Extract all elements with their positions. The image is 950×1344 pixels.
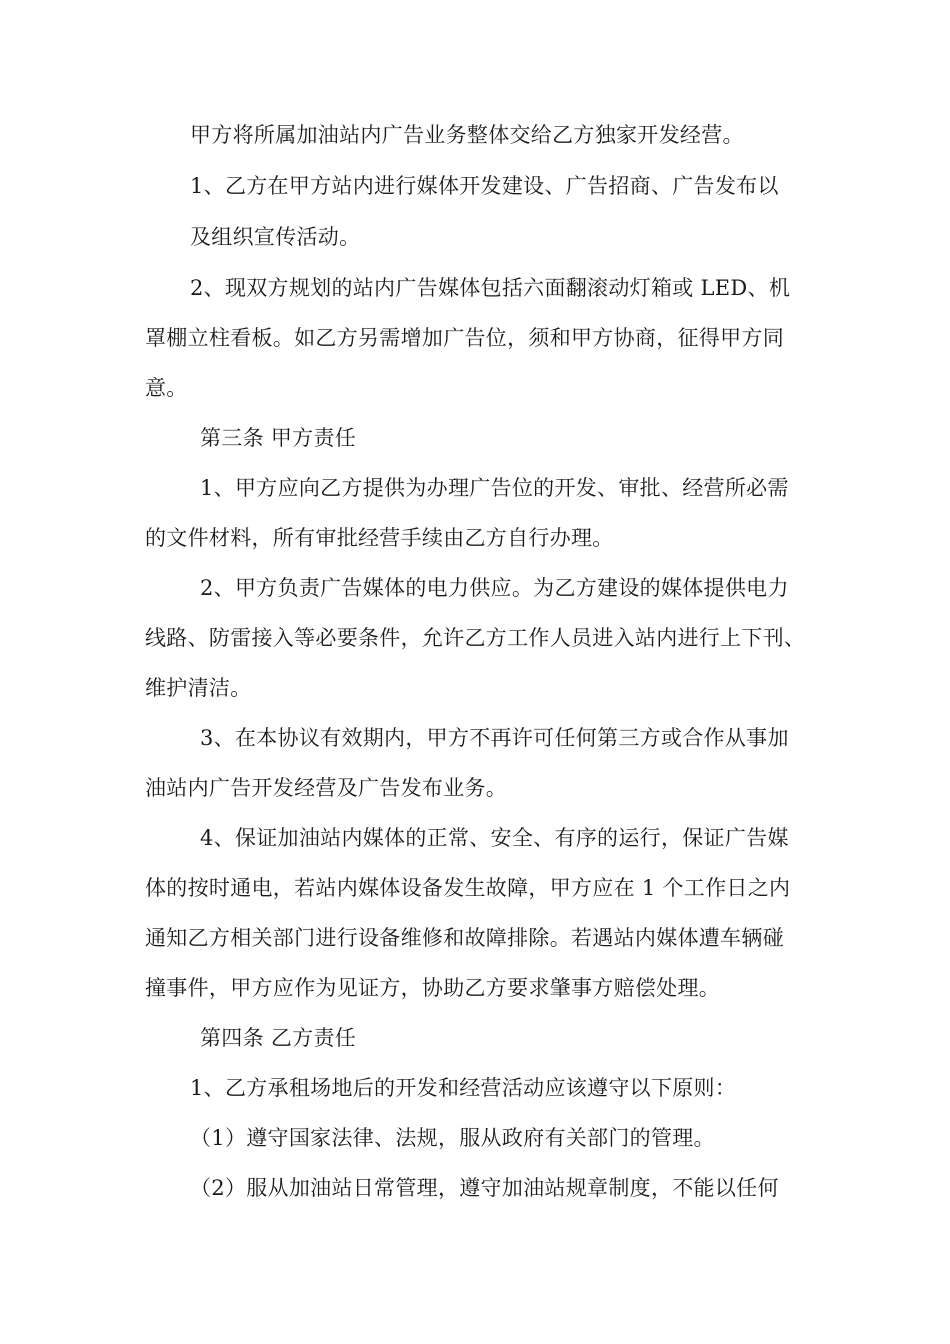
text-line: 甲方将所属加油站内广告业务整体交给乙方独家开发经营。 (190, 123, 744, 147)
text-line: 4、保证加油站内媒体的正常、安全、有序的运行，保证广告媒 (200, 826, 789, 850)
text-line: 意。 (145, 376, 188, 400)
text-line: 2、甲方负责广告媒体的电力供应。为乙方建设的媒体提供电力 (200, 576, 789, 600)
text-line: 维护清洁。 (145, 676, 252, 700)
text-line: （2）服从加油站日常管理，遵守加油站规章制度，不能以任何 (190, 1176, 779, 1200)
section-heading: 第三条 甲方责任 (200, 426, 357, 450)
text-line: 1、乙方在甲方站内进行媒体开发建设、广告招商、广告发布以 (190, 174, 779, 198)
text-line: 的文件材料，所有审批经营手续由乙方自行办理。 (145, 526, 614, 550)
text-line: 1、乙方承租场地后的开发和经营活动应该遵守以下原则： (190, 1076, 737, 1100)
text-line: （1）遵守国家法律、法规，服从政府有关部门的管理。 (190, 1126, 715, 1150)
text-line: 1、甲方应向乙方提供为办理广告位的开发、审批、经营所必需 (200, 476, 789, 500)
text-line: 通知乙方相关部门进行设备维修和故障排除。若遇站内媒体遭车辆碰 (145, 926, 784, 950)
text-line: 罩棚立柱看板。如乙方另需增加广告位，须和甲方协商，征得甲方同 (145, 326, 784, 350)
text-line: 线路、防雷接入等必要条件，允许乙方工作人员进入站内进行上下刊、 (145, 626, 806, 650)
text-line: 体的按时通电，若站内媒体设备发生故障，甲方应在 1 个工作日之内 (145, 876, 791, 900)
text-line: 及组织宣传活动。 (190, 225, 361, 249)
section-heading: 第四条 乙方责任 (200, 1026, 357, 1050)
text-line: 油站内广告开发经营及广告发布业务。 (145, 776, 508, 800)
text-line: 2、现双方规划的站内广告媒体包括六面翻滚动灯箱或 LED、机 (190, 276, 791, 300)
text-line: 撞事件，甲方应作为见证方，协助乙方要求肇事方赔偿处理。 (145, 976, 721, 1000)
text-line: 3、在本协议有效期内，甲方不再许可任何第三方或合作从事加 (200, 726, 789, 750)
